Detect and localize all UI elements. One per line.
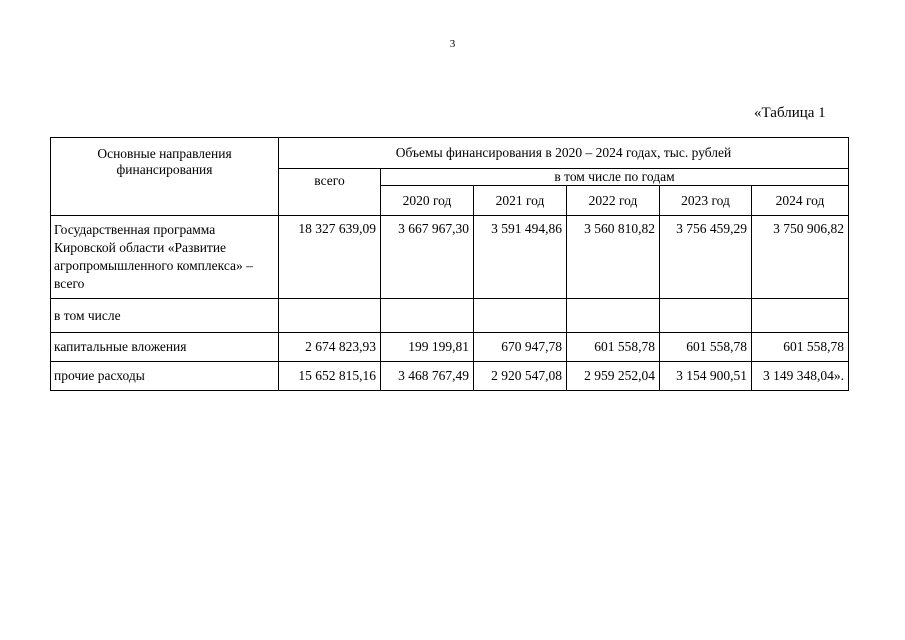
header-by-year: в том числе по годам [381,169,849,186]
table-row [51,299,849,333]
row-year-2023: 601 558,78 [660,333,752,362]
row-year-2021: 3 591 494,86 [474,216,567,299]
header-year-2022: 2022 год [567,186,660,216]
row-year-2022 [567,299,660,333]
table-caption: «Таблица 1 [754,105,826,121]
header-year-2020: 2020 год [381,186,474,216]
row-total: 18 327 639,09 [279,216,381,299]
row-year-2024: 3 750 906,82 [752,216,849,299]
row-year-2023: 3 154 900,51 [660,362,752,391]
row-year-2024 [752,299,849,333]
row-year-2023 [660,299,752,333]
table-row [51,333,849,362]
row-year-2024: 601 558,78 [752,333,849,362]
row-name: в том числе [51,299,279,333]
table-row [51,216,849,299]
financing-table [50,137,849,391]
row-year-2021: 2 920 547,08 [474,362,567,391]
header-directions: Основные направления финансирования [51,138,279,216]
header-year-2023: 2023 год [660,186,752,216]
row-year-2021: 670 947,78 [474,333,567,362]
row-total [279,299,381,333]
row-year-2023: 3 756 459,29 [660,216,752,299]
row-total: 15 652 815,16 [279,362,381,391]
row-year-2024: 3 149 348,04». [752,362,849,391]
row-name: капитальные вложения [51,333,279,362]
row-name: Государственная программа Кировской области «Развитие агропромышленного комплекса» – всего [51,216,279,299]
row-year-2021 [474,299,567,333]
row-total: 2 674 823,93 [279,333,381,362]
header-year-2021: 2021 год [474,186,567,216]
row-year-2020: 3 468 767,49 [381,362,474,391]
header-volumes: Объемы финансирования в 2020 – 2024 годах, тыс. рублей [279,138,849,169]
row-year-2020 [381,299,474,333]
header-total: всего [279,169,381,216]
row-year-2022: 2 959 252,04 [567,362,660,391]
table-row [51,362,849,391]
row-year-2022: 601 558,78 [567,333,660,362]
row-name: прочие расходы [51,362,279,391]
header-year-2024: 2024 год [752,186,849,216]
row-year-2020: 3 667 967,30 [381,216,474,299]
row-year-2020: 199 199,81 [381,333,474,362]
page-number: 3 [449,38,456,50]
row-year-2022: 3 560 810,82 [567,216,660,299]
